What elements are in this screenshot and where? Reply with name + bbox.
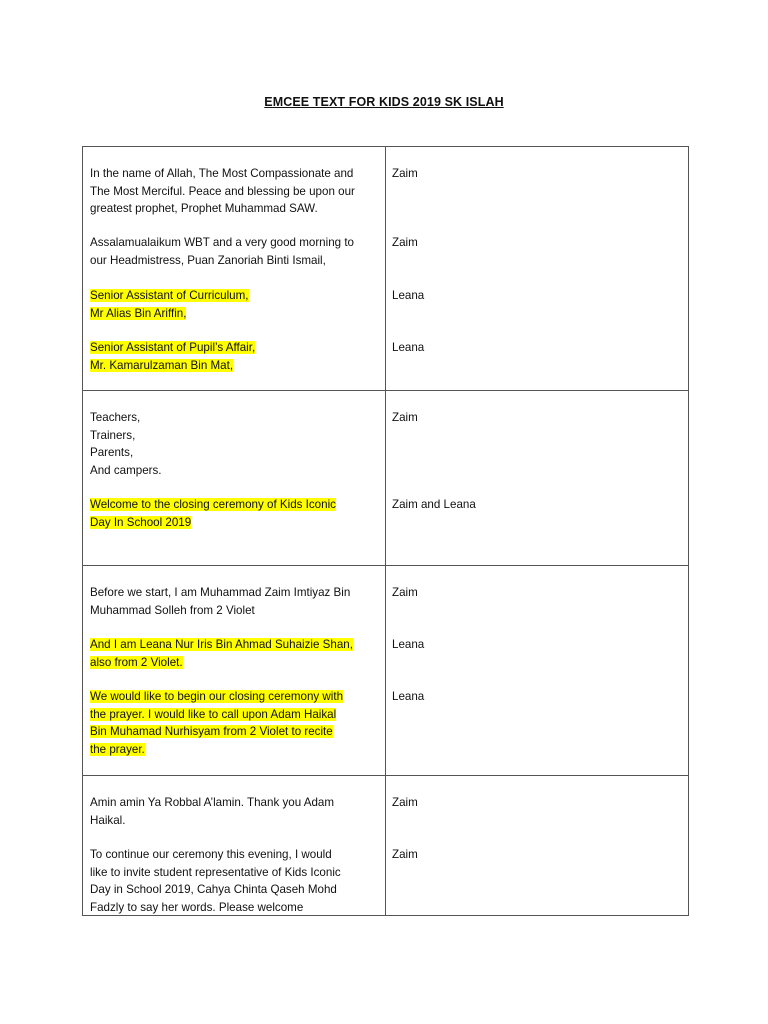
- script-line: Bin Muhamad Nurhisyam from 2 Violet to recite: [90, 725, 333, 738]
- table-row: [83, 566, 689, 776]
- script-paragraph: [90, 234, 379, 269]
- script-paragraph: [90, 846, 379, 916]
- script-paragraph-highlighted: [90, 496, 379, 531]
- speaker-name: Leana: [392, 289, 425, 302]
- script-text-cell: [83, 391, 386, 566]
- script-line: Teachers,: [90, 411, 141, 424]
- table-row: [83, 391, 689, 566]
- script-line: greatest prophet, Prophet Muhammad SAW.: [90, 202, 318, 215]
- speaker-name: Leana: [392, 341, 425, 354]
- script-line: To continue our ceremony this evening, I would: [90, 848, 332, 861]
- speaker-name: Zaim and Leana: [392, 498, 476, 511]
- speaker-cell: [386, 147, 689, 391]
- script-line: our Headmistress, Puan Zanoriah Binti Ismail,: [90, 253, 326, 267]
- script-line: Parents,: [90, 446, 134, 459]
- script-paragraph-highlighted: [90, 287, 379, 322]
- script-paragraph-highlighted: [90, 339, 379, 374]
- script-line: the prayer. I would like to call upon Adam Haikal: [90, 707, 337, 721]
- script-paragraph-highlighted: [90, 688, 379, 758]
- script-line: Before we start, I am Muhammad Zaim Imtiyaz Bin: [90, 586, 351, 599]
- script-line: And campers.: [90, 463, 162, 477]
- script-line: Muhammad Solleh from 2 Violet: [90, 603, 255, 617]
- script-line: The Most Merciful. Peace and blessing be upon our: [90, 184, 355, 198]
- script-paragraph: [90, 409, 379, 479]
- script-line: Trainers,: [90, 428, 136, 442]
- script-line: In the name of Allah, The Most Compassionate and: [90, 167, 354, 180]
- script-line: Mr. Kamarulzaman Bin Mat,: [90, 358, 234, 372]
- speaker-cell: [386, 391, 689, 566]
- script-line: like to invite student representative of Kids Iconic: [90, 865, 341, 879]
- speaker-cell: [386, 776, 689, 916]
- speaker-name: Zaim: [392, 411, 418, 424]
- table-row: [83, 147, 689, 391]
- script-line: Senior Assistant of Pupil’s Affair,: [90, 341, 256, 354]
- script-paragraph-highlighted: [90, 636, 379, 671]
- script-line: We would like to begin our closing ceremony with: [90, 690, 344, 703]
- script-text-cell: [83, 776, 386, 916]
- speaker-name: Zaim: [392, 586, 418, 599]
- script-line: the prayer.: [90, 742, 145, 756]
- speaker-name: Leana: [392, 638, 425, 651]
- speaker-name: Zaim: [392, 796, 418, 809]
- script-paragraph: [90, 165, 379, 218]
- script-line: Day In School 2019: [90, 515, 192, 529]
- script-line: Senior Assistant of Curriculum,: [90, 289, 249, 302]
- table-row: [83, 776, 689, 916]
- script-line: Welcome to the closing ceremony of Kids Iconic: [90, 498, 336, 511]
- script-line: Haikal.: [90, 813, 126, 827]
- emcee-script-table: [82, 146, 689, 916]
- script-line: also from 2 Violet.: [90, 655, 183, 669]
- speaker-name: Zaim: [392, 848, 418, 861]
- script-line: Mr Alias Bin Ariffin,: [90, 306, 187, 320]
- script-paragraph: [90, 584, 379, 619]
- script-line: Day in School 2019, Cahya Chinta Qaseh Mohd: [90, 883, 337, 896]
- script-line: Amin amin Ya Robbal A’lamin. Thank you Adam: [90, 796, 335, 809]
- script-paragraph: [90, 794, 379, 829]
- script-text-cell: [83, 566, 386, 776]
- speaker-name: Zaim: [392, 167, 418, 180]
- speaker-cell: [386, 566, 689, 776]
- document-title: EMCEE TEXT FOR KIDS 2019 SK ISLAH: [264, 95, 504, 109]
- script-line: Assalamualaikum WBT and a very good morning to: [90, 236, 354, 249]
- speaker-name: Zaim: [392, 236, 418, 249]
- script-line: And I am Leana Nur Iris Bin Ahmad Suhaizie Shan,: [90, 638, 353, 651]
- script-line: Fadzly to say her words. Please welcome: [90, 900, 304, 914]
- script-text-cell: [83, 147, 386, 391]
- speaker-name: Leana: [392, 690, 425, 703]
